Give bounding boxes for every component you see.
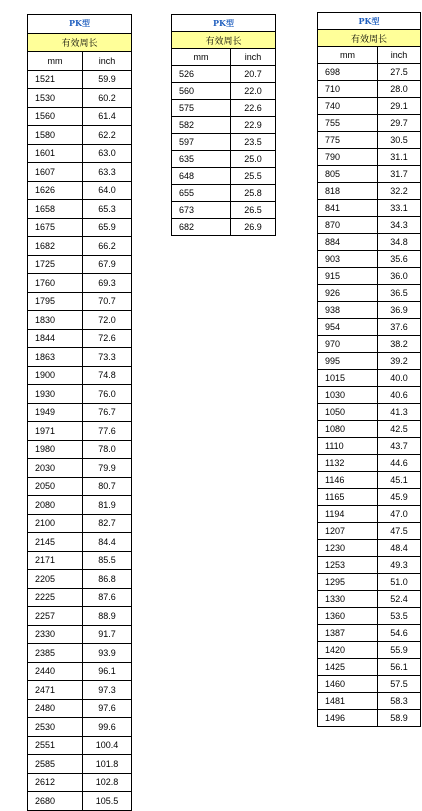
table-row [318,166,421,183]
cell-inch: 65.9 [83,218,132,237]
cell-mm: 775 [318,132,378,149]
cell-inch: 65.3 [83,200,132,219]
table-row [318,98,421,115]
cell-inch: 54.6 [378,625,421,642]
cell-mm: 2030 [28,459,83,478]
table-row [318,319,421,336]
cell-mm: 2471 [28,681,83,700]
cell-mm: 1521 [28,70,83,89]
table-subtitle: 有效周长 [318,30,421,47]
cell-mm: 1601 [28,144,83,163]
table-title-row [318,13,421,30]
table-row [318,625,421,642]
cell-inch: 55.9 [378,642,421,659]
cell-inch: 99.6 [83,718,132,737]
cell-inch: 86.8 [83,570,132,589]
cell-inch: 26.5 [231,202,276,219]
cell-inch: 36.5 [378,285,421,302]
cell-mm: 1132 [318,455,378,472]
cell-mm: 2612 [28,773,83,792]
table-row [318,693,421,710]
cell-inch: 22.0 [231,83,276,100]
cell-mm: 1295 [318,574,378,591]
cell-mm: 2551 [28,736,83,755]
table-row [318,523,421,540]
cell-mm: 2205 [28,570,83,589]
cell-mm: 673 [172,202,231,219]
cell-inch: 48.4 [378,540,421,557]
cell-inch: 23.5 [231,134,276,151]
table-row [172,117,276,134]
table-row [318,64,421,81]
cell-mm: 2100 [28,514,83,533]
cell-inch: 25.5 [231,168,276,185]
cell-mm: 954 [318,319,378,336]
table-row [318,285,421,302]
table-row [28,514,132,533]
cell-inch: 93.9 [83,644,132,663]
cell-inch: 36.0 [378,268,421,285]
table-row [318,183,421,200]
cell-mm: 1949 [28,403,83,422]
cell-inch: 60.2 [83,89,132,108]
cell-mm: 1607 [28,163,83,182]
cell-mm: 1230 [318,540,378,557]
column-header-mm: mm [172,49,231,66]
cell-mm: 2171 [28,551,83,570]
cell-inch: 84.4 [83,533,132,552]
cell-inch: 45.1 [378,472,421,489]
cell-inch: 62.2 [83,126,132,145]
cell-inch: 42.5 [378,421,421,438]
table-row [28,385,132,404]
cell-mm: 915 [318,268,378,285]
cell-inch: 32.2 [378,183,421,200]
table-row [28,255,132,274]
cell-inch: 34.3 [378,217,421,234]
cell-inch: 66.2 [83,237,132,256]
cell-inch: 47.0 [378,506,421,523]
cell-mm: 1080 [318,421,378,438]
table-row [28,496,132,515]
cell-inch: 72.0 [83,311,132,330]
table-row [318,387,421,404]
table-row [28,792,132,811]
table-row [318,234,421,251]
table-row [28,440,132,459]
cell-inch: 63.0 [83,144,132,163]
cell-inch: 25.0 [231,151,276,168]
table-row [318,200,421,217]
cell-mm: 560 [172,83,231,100]
cell-mm: 870 [318,217,378,234]
cell-mm: 1387 [318,625,378,642]
cell-inch: 33.1 [378,200,421,217]
cell-mm: 1760 [28,274,83,293]
cell-mm: 1496 [318,710,378,727]
pk-table-3 [317,12,421,727]
cell-inch: 25.8 [231,185,276,202]
cell-mm: 1207 [318,523,378,540]
cell-inch: 43.7 [378,438,421,455]
cell-inch: 72.6 [83,329,132,348]
table-row [318,455,421,472]
table-row [28,329,132,348]
cell-mm: 818 [318,183,378,200]
cell-mm: 1863 [28,348,83,367]
table-row [172,168,276,185]
column-header-inch: inch [231,49,276,66]
table-subtitle-row [28,33,132,52]
cell-mm: 2225 [28,588,83,607]
cell-mm: 2145 [28,533,83,552]
cell-inch: 61.4 [83,107,132,126]
table-row [28,477,132,496]
table-row [28,89,132,108]
cell-mm: 1844 [28,329,83,348]
table-row [318,404,421,421]
cell-mm: 2385 [28,644,83,663]
table-row [28,736,132,755]
cell-inch: 36.9 [378,302,421,319]
table-row [28,699,132,718]
cell-mm: 575 [172,100,231,117]
cell-inch: 81.9 [83,496,132,515]
cell-inch: 31.7 [378,166,421,183]
table-title-row [172,15,276,32]
table-row [318,132,421,149]
cell-inch: 22.9 [231,117,276,134]
cell-mm: 1658 [28,200,83,219]
cell-inch: 69.3 [83,274,132,293]
cell-inch: 29.1 [378,98,421,115]
table-row [28,274,132,293]
table-row [172,151,276,168]
table-header-row [318,47,421,64]
table-row [28,551,132,570]
cell-inch: 96.1 [83,662,132,681]
cell-mm: 1015 [318,370,378,387]
cell-mm: 1050 [318,404,378,421]
cell-mm: 648 [172,168,231,185]
table-row [318,115,421,132]
cell-mm: 1971 [28,422,83,441]
table-row [318,489,421,506]
cell-mm: 1253 [318,557,378,574]
table-row [318,302,421,319]
cell-inch: 88.9 [83,607,132,626]
cell-inch: 53.5 [378,608,421,625]
table-row [28,459,132,478]
table-row [172,202,276,219]
table-row [28,311,132,330]
cell-inch: 100.4 [83,736,132,755]
column-header-mm: mm [318,47,378,64]
cell-mm: 1110 [318,438,378,455]
table-subtitle-row [172,32,276,49]
cell-mm: 710 [318,81,378,98]
table-row [28,237,132,256]
cell-inch: 35.6 [378,251,421,268]
cell-mm: 938 [318,302,378,319]
cell-inch: 76.0 [83,385,132,404]
table-row [28,70,132,89]
cell-inch: 49.3 [378,557,421,574]
table-row [28,126,132,145]
cell-mm: 1420 [318,642,378,659]
cell-inch: 41.3 [378,404,421,421]
table-row [28,144,132,163]
cell-mm: 1580 [28,126,83,145]
table-row [318,472,421,489]
cell-mm: 2257 [28,607,83,626]
cell-mm: 2530 [28,718,83,737]
cell-inch: 37.6 [378,319,421,336]
table-row [318,336,421,353]
table-row [318,540,421,557]
cell-mm: 1830 [28,311,83,330]
cell-inch: 58.9 [378,710,421,727]
pk-table-1 [27,14,132,811]
cell-mm: 2330 [28,625,83,644]
table-row [28,588,132,607]
cell-mm: 698 [318,64,378,81]
cell-mm: 526 [172,66,231,83]
cell-mm: 655 [172,185,231,202]
table-row [28,107,132,126]
table-row [318,217,421,234]
cell-mm: 1560 [28,107,83,126]
cell-mm: 2680 [28,792,83,811]
cell-inch: 97.3 [83,681,132,700]
table-title: PK型 [28,15,132,34]
table-row [318,149,421,166]
column-header-inch: inch [83,52,132,71]
cell-mm: 682 [172,219,231,236]
cell-inch: 40.0 [378,370,421,387]
cell-mm: 1194 [318,506,378,523]
cell-inch: 31.1 [378,149,421,166]
column-header-mm: mm [28,52,83,71]
table-header-row [172,49,276,66]
table-title: PK型 [172,15,276,32]
table-title: PK型 [318,13,421,30]
cell-mm: 841 [318,200,378,217]
table-row [28,625,132,644]
cell-inch: 56.1 [378,659,421,676]
cell-inch: 59.9 [83,70,132,89]
cell-inch: 57.5 [378,676,421,693]
cell-mm: 1626 [28,181,83,200]
cell-inch: 27.5 [378,64,421,81]
table-row [28,755,132,774]
cell-mm: 2050 [28,477,83,496]
table-row [28,348,132,367]
cell-inch: 73.3 [83,348,132,367]
table-row [318,268,421,285]
cell-inch: 64.0 [83,181,132,200]
table-row [318,421,421,438]
cell-inch: 40.6 [378,387,421,404]
cell-mm: 1725 [28,255,83,274]
cell-mm: 1530 [28,89,83,108]
cell-inch: 91.7 [83,625,132,644]
cell-mm: 1481 [318,693,378,710]
table-row [172,100,276,117]
cell-mm: 1425 [318,659,378,676]
cell-inch: 87.6 [83,588,132,607]
table-row [172,83,276,100]
cell-mm: 1900 [28,366,83,385]
cell-inch: 28.0 [378,81,421,98]
table-row [318,591,421,608]
cell-mm: 2585 [28,755,83,774]
cell-mm: 1146 [318,472,378,489]
cell-mm: 2440 [28,662,83,681]
table-row [318,81,421,98]
cell-mm: 1675 [28,218,83,237]
cell-inch: 85.5 [83,551,132,570]
cell-inch: 80.7 [83,477,132,496]
cell-mm: 597 [172,134,231,151]
cell-mm: 635 [172,151,231,168]
cell-mm: 582 [172,117,231,134]
cell-inch: 26.9 [231,219,276,236]
table-row [28,403,132,422]
table-row [28,366,132,385]
cell-inch: 79.9 [83,459,132,478]
cell-inch: 30.5 [378,132,421,149]
table-row [318,251,421,268]
table-row [28,163,132,182]
column-header-inch: inch [378,47,421,64]
cell-mm: 884 [318,234,378,251]
table-row [172,66,276,83]
table-subtitle: 有效周长 [172,32,276,49]
table-subtitle-row [318,30,421,47]
cell-inch: 78.0 [83,440,132,459]
cell-inch: 34.8 [378,234,421,251]
cell-inch: 52.4 [378,591,421,608]
table-header-row [28,52,132,71]
table-row [28,533,132,552]
cell-inch: 63.3 [83,163,132,182]
table-row [28,644,132,663]
table-row [28,681,132,700]
cell-mm: 1460 [318,676,378,693]
table-row [318,370,421,387]
cell-mm: 1360 [318,608,378,625]
cell-mm: 903 [318,251,378,268]
cell-mm: 2480 [28,699,83,718]
table-row [28,422,132,441]
cell-inch: 22.6 [231,100,276,117]
cell-mm: 1330 [318,591,378,608]
table-row [318,608,421,625]
cell-inch: 77.6 [83,422,132,441]
cell-mm: 740 [318,98,378,115]
table-row [318,353,421,370]
cell-mm: 1682 [28,237,83,256]
cell-mm: 995 [318,353,378,370]
cell-mm: 1930 [28,385,83,404]
table-row [28,662,132,681]
cell-inch: 47.5 [378,523,421,540]
table-row [28,200,132,219]
table-row [318,506,421,523]
table-row [28,718,132,737]
cell-mm: 1030 [318,387,378,404]
cell-mm: 2080 [28,496,83,515]
table-row [318,438,421,455]
pk-table-2 [171,14,276,236]
cell-inch: 45.9 [378,489,421,506]
cell-inch: 39.2 [378,353,421,370]
cell-inch: 58.3 [378,693,421,710]
cell-inch: 67.9 [83,255,132,274]
cell-mm: 805 [318,166,378,183]
cell-inch: 20.7 [231,66,276,83]
table-row [28,181,132,200]
cell-inch: 97.6 [83,699,132,718]
cell-inch: 51.0 [378,574,421,591]
table-row [318,642,421,659]
cell-inch: 70.7 [83,292,132,311]
table-row [318,557,421,574]
table-row [318,676,421,693]
cell-inch: 101.8 [83,755,132,774]
cell-inch: 38.2 [378,336,421,353]
table-subtitle: 有效周长 [28,33,132,52]
cell-inch: 44.6 [378,455,421,472]
table-row [28,218,132,237]
table-row [28,607,132,626]
table-row [28,292,132,311]
cell-inch: 105.5 [83,792,132,811]
cell-mm: 755 [318,115,378,132]
table-row [172,185,276,202]
cell-inch: 102.8 [83,773,132,792]
cell-mm: 1165 [318,489,378,506]
cell-inch: 29.7 [378,115,421,132]
table-row [28,570,132,589]
table-row [172,134,276,151]
table-row [172,219,276,236]
cell-mm: 1980 [28,440,83,459]
table-row [318,574,421,591]
table-row [318,659,421,676]
cell-inch: 74.8 [83,366,132,385]
cell-inch: 76.7 [83,403,132,422]
cell-inch: 82.7 [83,514,132,533]
table-title-row [28,15,132,34]
cell-mm: 790 [318,149,378,166]
table-row [318,710,421,727]
cell-mm: 926 [318,285,378,302]
cell-mm: 1795 [28,292,83,311]
cell-mm: 970 [318,336,378,353]
table-row [28,773,132,792]
